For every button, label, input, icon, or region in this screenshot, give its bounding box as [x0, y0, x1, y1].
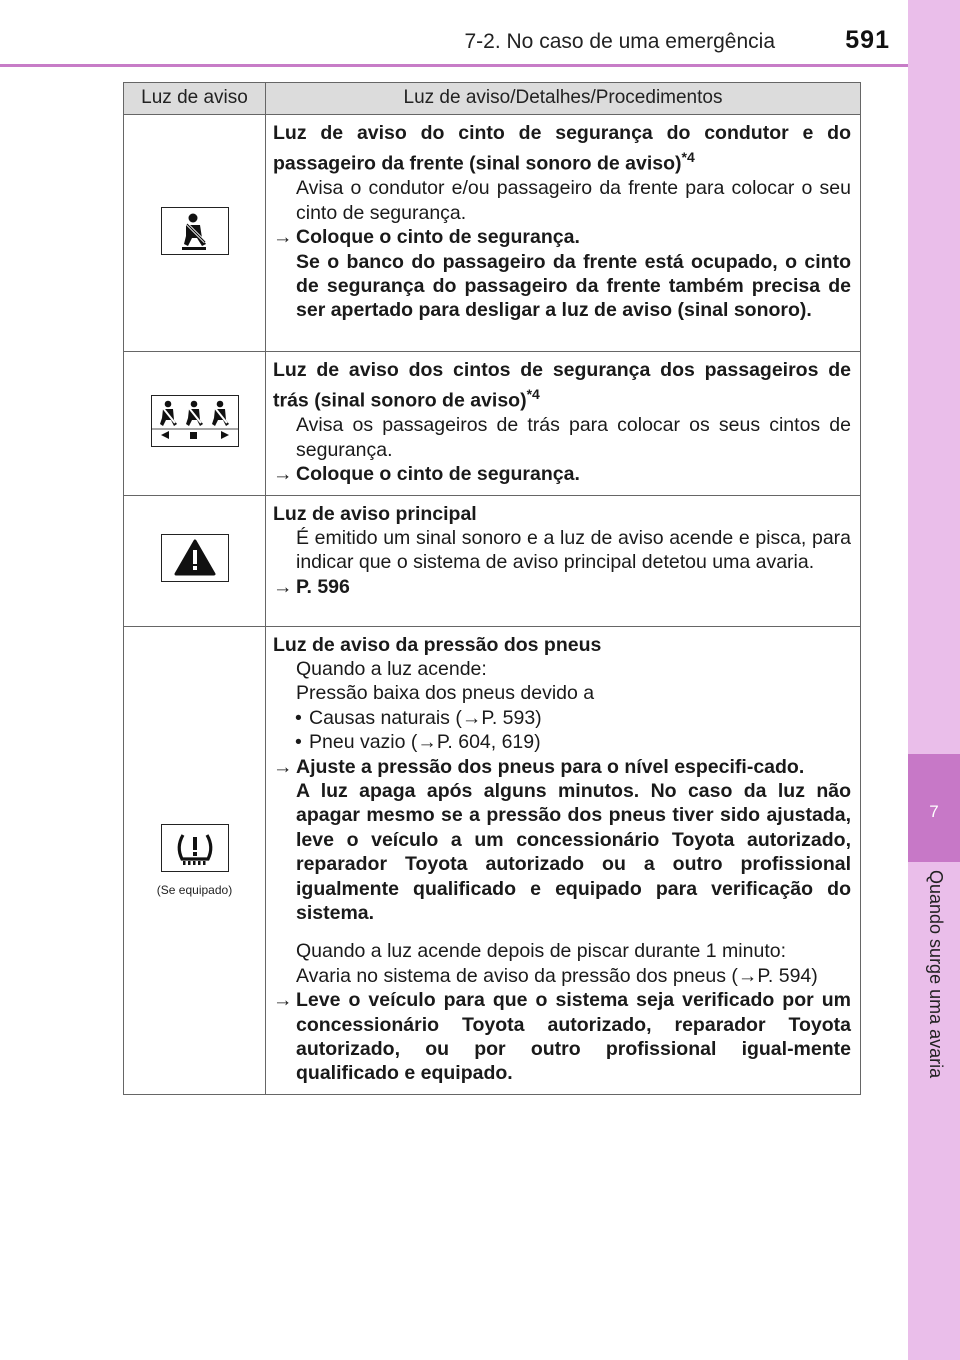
- row-description: Avisa o condutor e/ou passageiro da frente para colocar o seu cinto de segurança.: [296, 177, 851, 224]
- row-details: [266, 352, 861, 496]
- icon-note: (Se equipado): [156, 882, 233, 897]
- row-details: [266, 495, 861, 626]
- arrow-icon: →: [273, 226, 293, 249]
- row-action: [273, 575, 851, 599]
- icon-cell: [124, 352, 266, 496]
- row-title: Luz de aviso da pressão dos pneus: [273, 633, 602, 656]
- page-number: 591: [845, 26, 890, 54]
- table-row: [124, 495, 861, 626]
- arrow-icon: →: [273, 755, 293, 778]
- table-row: [124, 352, 861, 496]
- tire-pressure-warning-icon: [161, 824, 229, 872]
- row-title: Luz de aviso do cinto de segurança do condutor e do passageiro da frente (sinal sonoro de aviso)$^{*4}$: [273, 122, 851, 175]
- row-details: [266, 115, 861, 352]
- row-action: → Coloque o cinto de segurança. Se o banco do passageiro da frente está ocupado, o cinto de segurança do passageiro da frente também precisa de ser apertado para desligar a luz de aviso (sinal sonoro).: [273, 226, 851, 322]
- list-item: • Causas naturais (→P. 593): [273, 706, 851, 730]
- row-description: É emitido um sinal sonoro e a luz de aviso acende e pisca, para indicar que o sistema de aviso principal detetou uma avaria.: [296, 526, 851, 574]
- master-warning-icon: [161, 534, 229, 582]
- row-action: → Ajuste a pressão dos pneus para o nível especifi-cado. A luz apaga após alguns minutos. No caso da luz não apagar mesmo se a pressão dos pneus tiver sido ajustada, leve o veículo a um concessionário Toyota autorizado, reparador Toyota autorizado ou a outro profissional igualmente qualificado e equipado para verificação do sistema.: [273, 755, 851, 924]
- page-reference: P. 596: [296, 575, 350, 598]
- row-action: → Leve o veículo para que o sistema seja verificado por um concessionário Toyota autorizado, reparador Toyota autorizado, ou por outro profissional igual-mente qualificado e equipado.: [273, 989, 851, 1085]
- icon-cell: [124, 626, 266, 1094]
- table-row: [124, 626, 861, 1094]
- row-action: → Coloque o cinto de segurança.: [273, 463, 580, 486]
- side-chapter-number: 7: [908, 754, 960, 862]
- rear-seatbelt-warning-icon: [151, 395, 239, 447]
- table-row: [124, 115, 861, 352]
- row-title: Luz de aviso dos cintos de segurança dos passageiros de trás (sinal sonoro de aviso)$^{*4}$: [273, 359, 851, 412]
- arrow-icon: →: [273, 575, 293, 598]
- row-description: Avisa os passageiros de trás para colocar os seus cintos de segurança.: [296, 414, 851, 461]
- side-tab: [908, 0, 960, 1360]
- icon-cell: [124, 495, 266, 626]
- chapter-title: 7-2. No caso de uma emergência: [464, 30, 775, 53]
- column-header-details: Luz de aviso/Detalhes/Procedimentos: [266, 83, 861, 115]
- warning-lights-table: [123, 82, 861, 1095]
- arrow-icon: →: [273, 463, 293, 486]
- table-header-row: [124, 83, 861, 115]
- arrow-icon: →: [273, 989, 293, 1012]
- seatbelt-warning-icon: [161, 207, 229, 255]
- row-title: Luz de aviso principal: [273, 502, 477, 525]
- column-header-light: Luz de aviso: [124, 83, 266, 115]
- icon-cell: [124, 115, 266, 352]
- header-rule: [0, 64, 908, 67]
- side-chapter-label: Quando surge uma avaria: [926, 870, 946, 1079]
- list-item: • Pneu vazio (→P. 604, 619): [273, 730, 851, 754]
- row-details: Luz de aviso da pressão dos pneus Quando a luz acende: Pressão baixa dos pneus devido a • Causas naturais (→P. 593) • Pneu vazio (→P. 604, 619) → Ajuste a pressão dos pneus para o nível especifi-cado. A luz apaga após alguns minutos. No caso da luz não apagar mesmo se a pressão dos pneus tiver sido ajustada, leve o veículo a um concessionário Toyota autorizado, reparador Toyota autorizado ou a outro profissional igualmente qualificado e equipado para verificação do sistema. Quando a luz acende depois de piscar durante 1 minuto: Avaria no sistema de aviso da pressão dos pneus (→P. 594) → Leve o veículo para que o sistema seja verificado por um concessionário Toyota autorizado, reparador Toyota autorizado, ou por outro profissional igual-mente qualificado e equipado.: [266, 626, 861, 1094]
